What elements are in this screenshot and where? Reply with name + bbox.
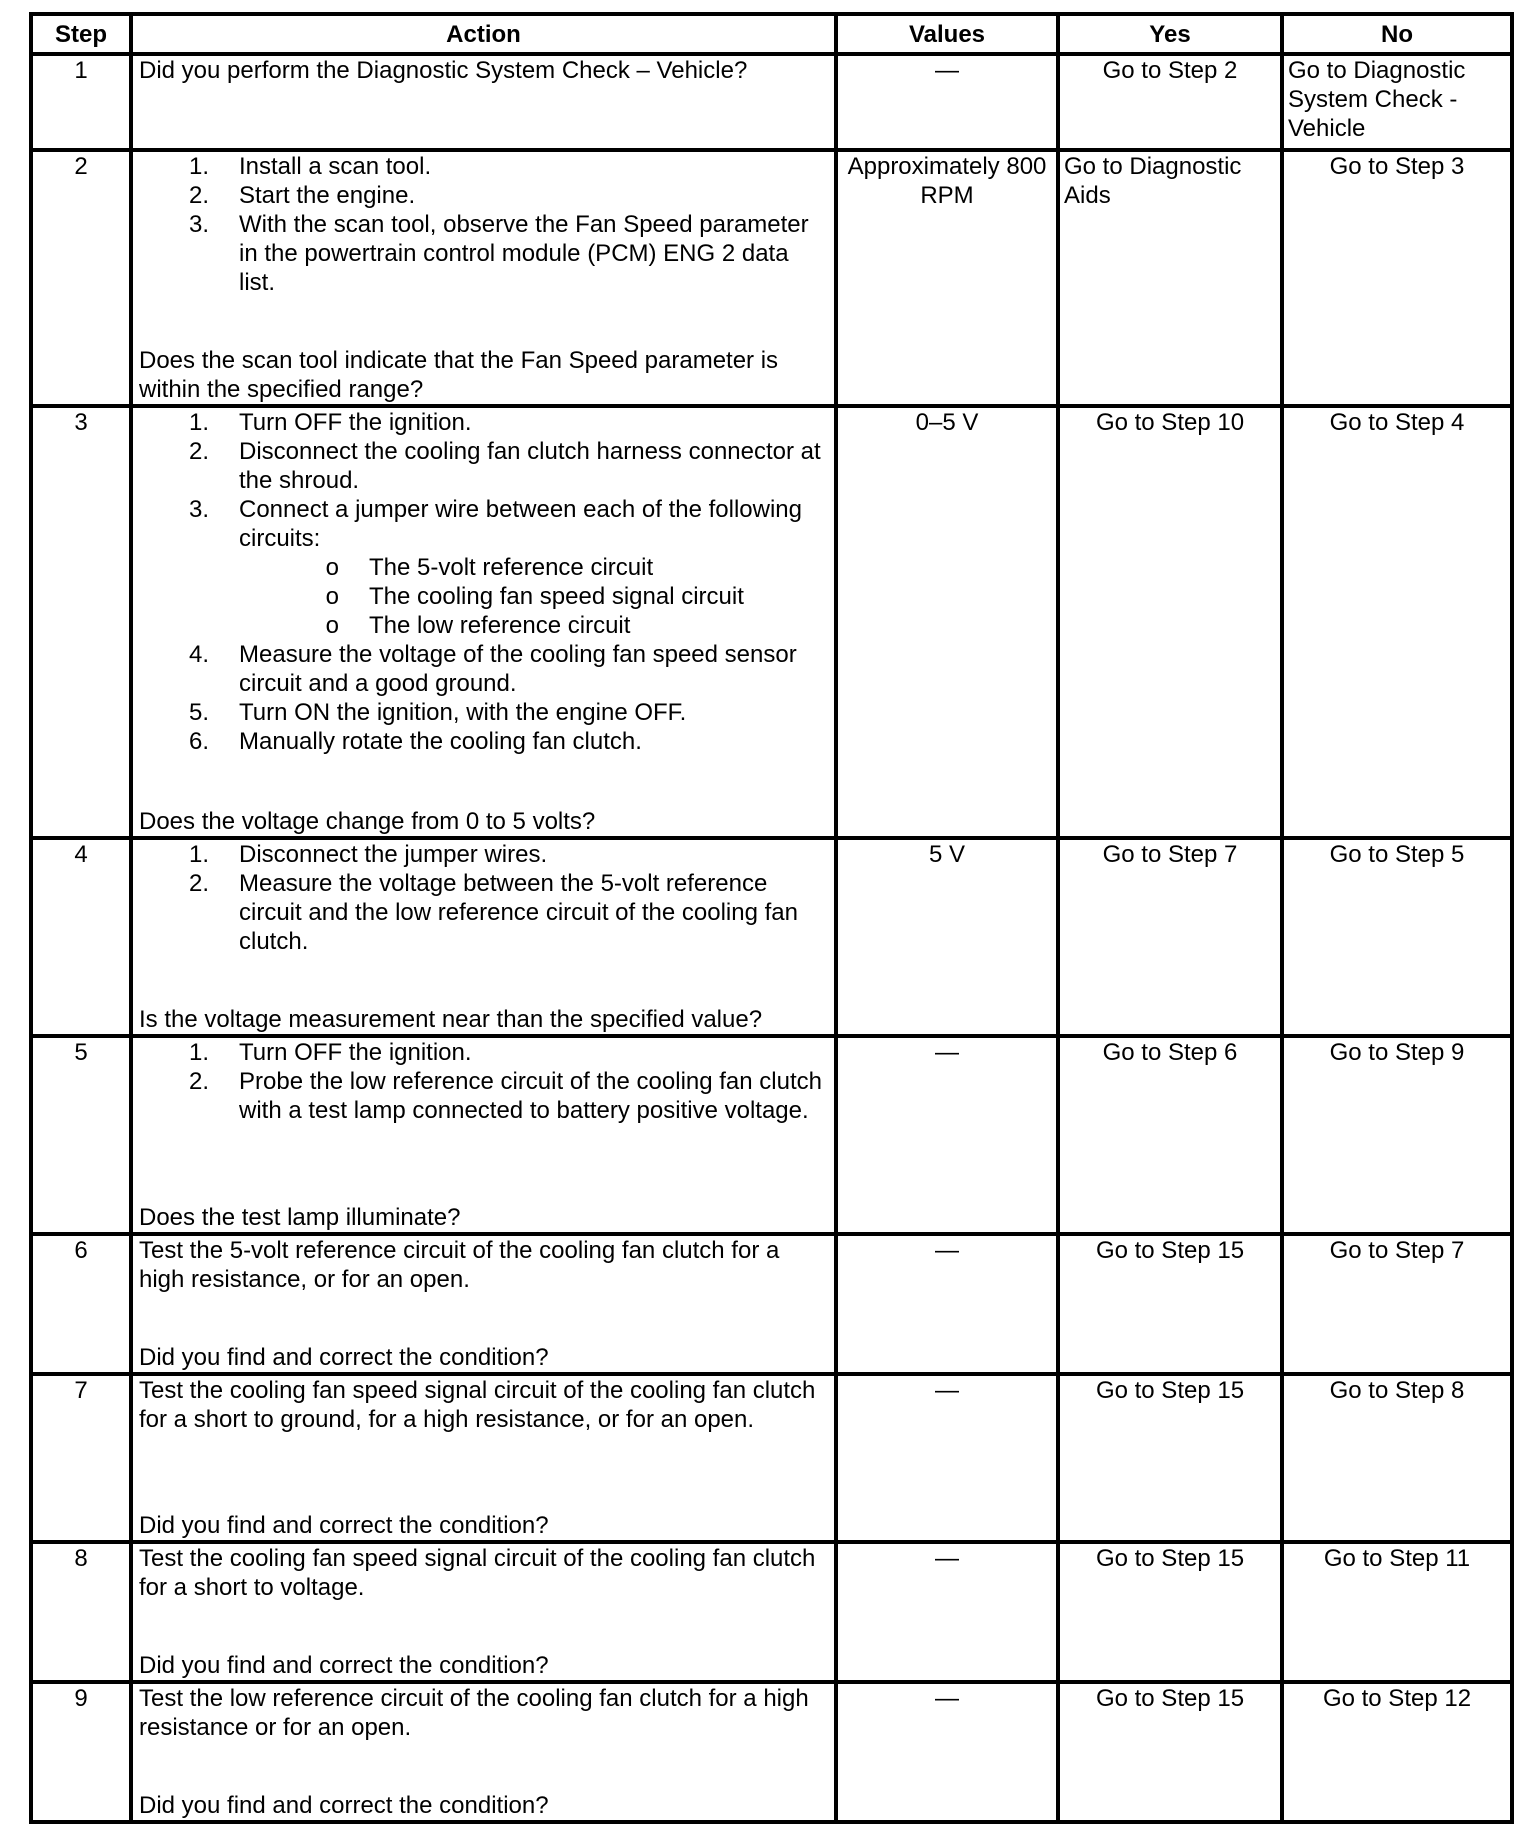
no-cell bbox=[1282, 838, 1512, 1036]
header-row bbox=[31, 14, 1512, 54]
step-number: 9 bbox=[31, 1682, 131, 1822]
value-cell: — bbox=[836, 1542, 1058, 1682]
action-step-item: 3. Connect a jumper wire between each of the following circuits: bbox=[188, 496, 802, 552]
action-step-item: 6. Manually rotate the cooling fan clutch. bbox=[188, 728, 642, 755]
yes-link[interactable]: Go to Diagnostic Aids bbox=[1064, 153, 1242, 209]
action-cell bbox=[131, 1234, 836, 1374]
no-cell bbox=[1282, 1036, 1512, 1234]
action-steps bbox=[139, 840, 828, 956]
action-question: Does the voltage change from 0 to 5 volts? bbox=[139, 808, 596, 835]
step-number: 6 bbox=[31, 1234, 131, 1374]
action-step-item: 2. Probe the low reference circuit of the cooling fan clutch with a test lamp connected to battery positive voltage. bbox=[188, 1068, 822, 1124]
action-question: Did you find and correct the condition? bbox=[139, 1344, 549, 1371]
value-cell: — bbox=[836, 1374, 1058, 1542]
table-row bbox=[31, 838, 1512, 1036]
no-link[interactable]: Go to Step 5 bbox=[1329, 841, 1465, 868]
action-question: Did you find and correct the condition? bbox=[139, 1652, 549, 1679]
action-step-item: 1. Turn OFF the ignition. bbox=[188, 409, 472, 436]
no-link[interactable]: Go to Step 12 bbox=[1322, 1685, 1472, 1712]
yes-cell bbox=[1058, 1682, 1282, 1822]
no-cell bbox=[1282, 1234, 1512, 1374]
circuit-subitem: o The cooling fan speed signal circuit bbox=[325, 583, 744, 610]
action-question: Is the voltage measurement near than the specified value? bbox=[139, 1006, 763, 1033]
action-text: Test the low reference circuit of the cooling fan clutch for a high resistance or for an open. bbox=[139, 1685, 809, 1741]
table-row bbox=[31, 1682, 1512, 1822]
value-cell: — bbox=[836, 1234, 1058, 1374]
action-step-item: 2. Measure the voltage between the 5-volt reference circuit and the low reference circuit of the cooling fan clutch. bbox=[188, 870, 798, 955]
value-cell: — bbox=[836, 1682, 1058, 1822]
action-step-item: 1. Disconnect the jumper wires. bbox=[188, 841, 548, 868]
header-values: Values bbox=[836, 14, 1058, 54]
action-steps bbox=[139, 408, 828, 553]
value-cell: — bbox=[836, 54, 1058, 150]
step-number: 7 bbox=[31, 1374, 131, 1542]
action-step-item: 1. Turn OFF the ignition. bbox=[188, 1039, 472, 1066]
action-steps bbox=[139, 1038, 828, 1125]
action-step-item: 5. Turn ON the ignition, with the engine OFF. bbox=[188, 699, 687, 726]
no-cell bbox=[1282, 54, 1512, 150]
no-cell bbox=[1282, 1542, 1512, 1682]
yes-cell bbox=[1058, 1036, 1282, 1234]
circuit-subitem: o The low reference circuit bbox=[325, 612, 631, 639]
action-cell bbox=[131, 1374, 836, 1542]
value-cell: Approximately 800 RPM bbox=[836, 150, 1058, 406]
yes-link[interactable]: Go to Step 6 bbox=[1102, 1039, 1238, 1066]
action-steps bbox=[139, 640, 828, 756]
action-steps bbox=[139, 152, 828, 297]
no-cell bbox=[1282, 1682, 1512, 1822]
action-step-item: 4. Measure the voltage of the cooling fan speed sensor circuit and a good ground. bbox=[188, 641, 797, 697]
step-number: 1 bbox=[31, 54, 131, 150]
yes-cell bbox=[1058, 406, 1282, 838]
header-step: Step bbox=[31, 14, 131, 54]
step-number: 2 bbox=[31, 150, 131, 406]
step-number: 5 bbox=[31, 1036, 131, 1234]
step-number: 8 bbox=[31, 1542, 131, 1682]
yes-cell bbox=[1058, 1234, 1282, 1374]
yes-cell bbox=[1058, 838, 1282, 1036]
no-link[interactable]: Go to Step 7 bbox=[1329, 1237, 1465, 1264]
yes-link[interactable]: Go to Step 7 bbox=[1102, 841, 1238, 868]
yes-cell bbox=[1058, 1374, 1282, 1542]
value-cell: 0–5 V bbox=[836, 406, 1058, 838]
no-link[interactable]: Go to Step 4 bbox=[1329, 409, 1465, 436]
action-text: Test the cooling fan speed signal circuit of the cooling fan clutch for a short to ground, for a high resistance, or for an open. bbox=[139, 1377, 816, 1433]
yes-cell bbox=[1058, 150, 1282, 406]
circuit-sublist bbox=[139, 553, 828, 640]
no-cell bbox=[1282, 406, 1512, 838]
yes-link[interactable]: Go to Step 15 bbox=[1095, 1377, 1245, 1404]
step-number: 4 bbox=[31, 838, 131, 1036]
table-row bbox=[31, 1234, 1512, 1374]
table-row bbox=[31, 406, 1512, 838]
yes-link[interactable]: Go to Step 10 bbox=[1095, 409, 1245, 436]
value-cell: 5 V bbox=[836, 838, 1058, 1036]
yes-link[interactable]: Go to Step 15 bbox=[1095, 1685, 1245, 1712]
header-action: Action bbox=[131, 14, 836, 54]
diagnostic-table-sheet bbox=[29, 12, 1510, 1818]
action-question: Did you find and correct the condition? bbox=[139, 1792, 549, 1819]
action-step-item: 3. With the scan tool, observe the Fan Speed parameter in the powertrain control module (PCM) ENG 2 data list. bbox=[188, 211, 809, 296]
action-cell bbox=[131, 54, 836, 150]
action-question: Did you find and correct the condition? bbox=[139, 1512, 549, 1539]
table-row bbox=[31, 54, 1512, 150]
table-row bbox=[31, 1374, 1512, 1542]
action-cell bbox=[131, 838, 836, 1036]
action-step-item: 2. Disconnect the cooling fan clutch harness connector at the shroud. bbox=[188, 438, 821, 494]
action-cell bbox=[131, 150, 836, 406]
header-no: No bbox=[1282, 14, 1512, 54]
no-link[interactable]: Go to Step 3 bbox=[1329, 153, 1465, 180]
no-link[interactable]: Go to Step 11 bbox=[1323, 1545, 1471, 1572]
yes-link[interactable]: Go to Step 15 bbox=[1095, 1545, 1245, 1572]
yes-cell bbox=[1058, 54, 1282, 150]
no-link[interactable]: Go to Step 9 bbox=[1329, 1039, 1465, 1066]
no-cell bbox=[1282, 150, 1512, 406]
action-cell bbox=[131, 1682, 836, 1822]
value-cell: — bbox=[836, 1036, 1058, 1234]
header-yes: Yes bbox=[1058, 14, 1282, 54]
action-cell bbox=[131, 406, 836, 838]
yes-cell bbox=[1058, 1542, 1282, 1682]
table-row bbox=[31, 1542, 1512, 1682]
action-cell bbox=[131, 1036, 836, 1234]
no-link[interactable]: Go to Step 8 bbox=[1329, 1377, 1465, 1404]
no-cell bbox=[1282, 1374, 1512, 1542]
diagnostic-table bbox=[29, 12, 1514, 1824]
table-row bbox=[31, 150, 1512, 406]
yes-link[interactable]: Go to Step 2 bbox=[1102, 57, 1238, 84]
action-step-item: 2. Start the engine. bbox=[188, 182, 416, 209]
action-question: Did you perform the Diagnostic System Check – Vehicle? bbox=[139, 57, 748, 84]
action-step-item: 1. Install a scan tool. bbox=[188, 153, 432, 180]
circuit-subitem: o The 5-volt reference circuit bbox=[325, 554, 654, 581]
action-cell bbox=[131, 1542, 836, 1682]
action-text: Test the 5-volt reference circuit of the cooling fan clutch for a high resistance, or for an open. bbox=[139, 1237, 780, 1293]
step-number: 3 bbox=[31, 406, 131, 838]
action-question: Does the scan tool indicate that the Fan Speed parameter is within the specified range? bbox=[139, 347, 779, 403]
action-question: Does the test lamp illuminate? bbox=[139, 1204, 461, 1231]
yes-link[interactable]: Go to Step 15 bbox=[1095, 1237, 1245, 1264]
table-row bbox=[31, 1036, 1512, 1234]
action-text: Test the cooling fan speed signal circuit of the cooling fan clutch for a short to voltage. bbox=[139, 1545, 816, 1601]
no-link[interactable]: Go to Diagnostic System Check - Vehicle bbox=[1288, 57, 1466, 142]
